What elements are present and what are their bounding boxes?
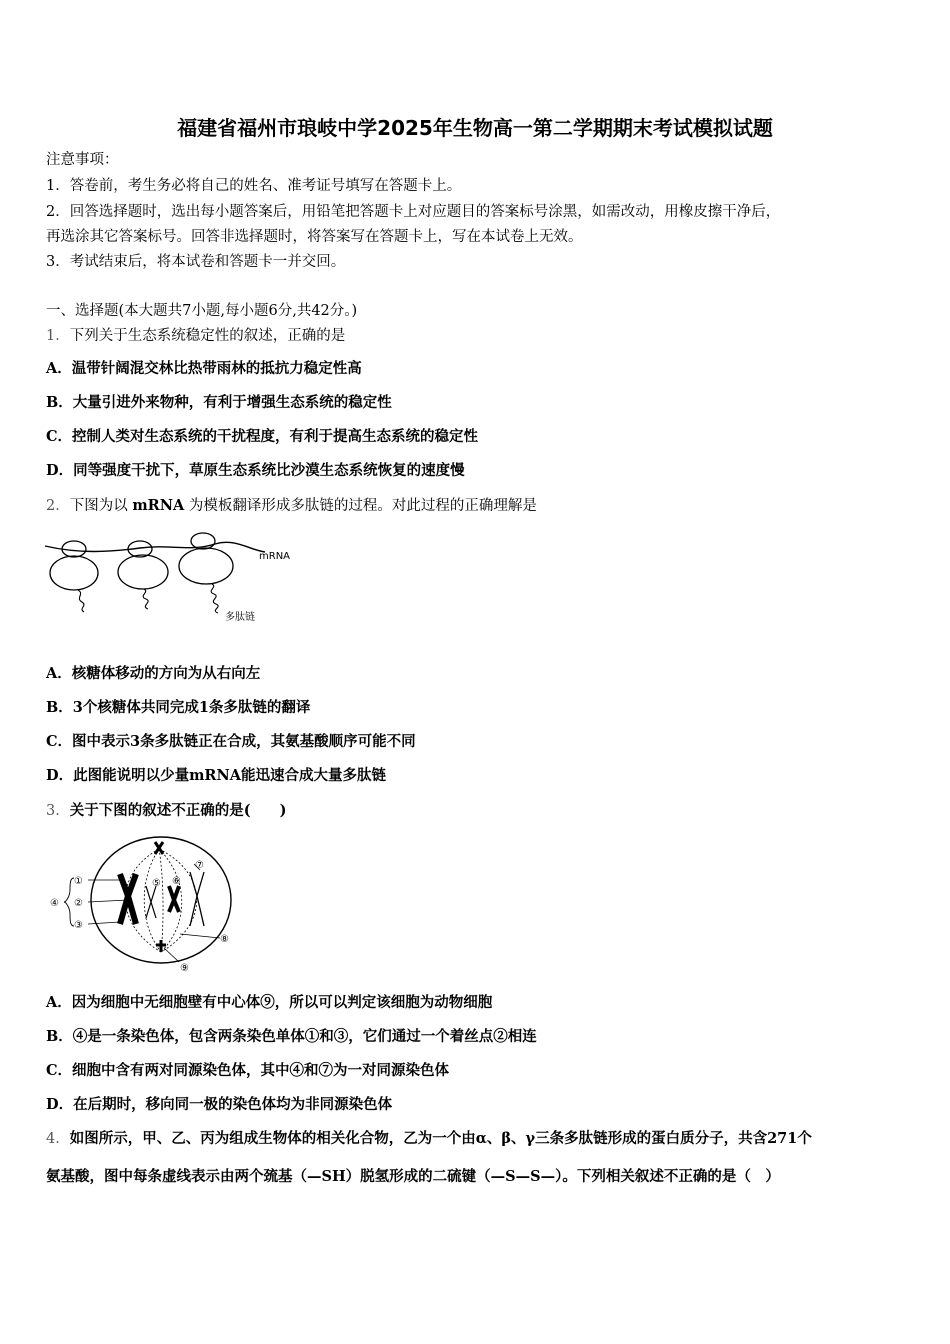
- mrna-strand: [45, 542, 265, 552]
- label-2: ②: [74, 898, 83, 909]
- question-text-mrna: mRNA: [132, 497, 185, 514]
- question-text: 如图所示，甲、乙、丙为组成生物体的相关化合物，乙为一个由α、β、γ三条多肽链形成的蛋白质分子，共含271个: [69, 1130, 812, 1147]
- label-4: ④: [50, 898, 59, 909]
- question-number: 4．: [46, 1131, 70, 1147]
- label-7: ⑦: [195, 860, 204, 871]
- centriole-top: [155, 842, 163, 854]
- question-text: 下图为以: [69, 498, 133, 514]
- polypeptide-label: 多肽链: [225, 612, 255, 623]
- spindle-fibers: [125, 849, 196, 952]
- cell-division-figure: [44, 834, 244, 976]
- ribosome-mrna-figure: [40, 528, 300, 628]
- polypeptide-chain: [143, 589, 148, 609]
- page-title: 福建省福州市琅岐中学2025年生物高一第二学期期末考试模拟试题: [177, 116, 773, 140]
- question-2: [46, 496, 916, 516]
- question-number: 2．: [46, 498, 70, 514]
- label-9: ⑨: [180, 963, 189, 974]
- option-c: C．细胞中含有两对同源染色体，其中④和⑦为一对同源染色体: [46, 1062, 450, 1079]
- ribosome-large-subunit: [50, 556, 98, 590]
- option-b: B．3个核糖体共同完成1条多肽链的翻译: [46, 699, 311, 716]
- ribosome-large-subunit: [118, 555, 168, 589]
- label-brace: [64, 878, 74, 926]
- notice-item: 2．回答选择题时，选出每小题答案后，用铅笔把答题卡上对应题目的答案标号涂黑，如需改动，用橡皮擦干净后，: [46, 204, 781, 220]
- label-3: ③: [74, 920, 83, 931]
- question-number: 1．: [46, 328, 70, 344]
- chromosome-small-black: [169, 886, 179, 912]
- label-8: ⑧: [220, 934, 229, 945]
- option-a: A．核糖体移动的方向为从右向左: [46, 665, 261, 682]
- mrna-label: mRNA: [259, 551, 291, 562]
- option-a: A．温带针阔混交林比热带雨林的抵抗力稳定性高: [46, 360, 362, 377]
- chromosome-large-black: [120, 874, 136, 924]
- option-d: D．在后期时，移向同一极的染色体均为非同源染色体: [46, 1096, 393, 1113]
- option-d: D．此图能说明以少量mRNA能迅速合成大量多肽链: [46, 767, 386, 784]
- question-text: 关于下图的叙述不正确的是( ): [69, 802, 287, 819]
- question-4: [46, 1129, 916, 1149]
- question-3: [46, 801, 916, 821]
- chromosome-small-white: [146, 886, 156, 918]
- option-c: C．控制人类对生态系统的干扰程度，有利于提高生态系统的稳定性: [46, 428, 479, 445]
- polypeptide-chain: [78, 590, 84, 612]
- question-text: 为模板翻译形成多肽链的过程。对此过程的正确理解是: [184, 498, 537, 514]
- ribosome-large-subunit: [179, 548, 233, 584]
- label-5: ⑤: [152, 878, 161, 889]
- label-6: ⑥: [172, 876, 181, 887]
- question-text: 下列关于生态系统稳定性的叙述，正确的是: [69, 328, 346, 344]
- notice-heading: 注意事项：: [46, 152, 119, 168]
- option-a: A．因为细胞中无细胞壁有中心体⑨，所以可以判定该细胞为动物细胞: [46, 994, 493, 1011]
- option-c: C．图中表示3条多肽链正在合成，其氨基酸顺序可能不同: [46, 733, 416, 750]
- notice-item: 3．考试结束后，将本试卷和答题卡一并交回。: [46, 254, 346, 270]
- notice-item: 再选涂其它答案标号。回答非选择题时，将答案写在答题卡上，写在本试卷上无效。: [46, 229, 583, 245]
- label-1: ①: [74, 876, 83, 887]
- question-number: 3．: [46, 803, 70, 819]
- option-b: B．大量引进外来物种，有利于增强生态系统的稳定性: [46, 394, 392, 411]
- section-heading: 一、选择题(本大题共7小题,每小题6分,共42分。): [46, 303, 358, 319]
- question-text-continued: 氨基酸，图中每条虚线表示由两个巯基（—SH）脱氢形成的二硫键（—S—S—）。下列相关叙述不正确的是（ ）: [46, 1168, 780, 1185]
- question-1: [46, 326, 916, 346]
- option-b: B．④是一条染色体，包含两条染色单体①和③，它们通过一个着丝点②相连: [46, 1028, 537, 1045]
- polypeptide-chain: [211, 584, 218, 613]
- notice-item: 1．答卷前，考生务必将自己的姓名、准考证号填写在答题卡上。: [46, 178, 462, 194]
- option-d: D．同等强度干扰下，草原生态系统比沙漠生态系统恢复的速度慢: [46, 462, 465, 479]
